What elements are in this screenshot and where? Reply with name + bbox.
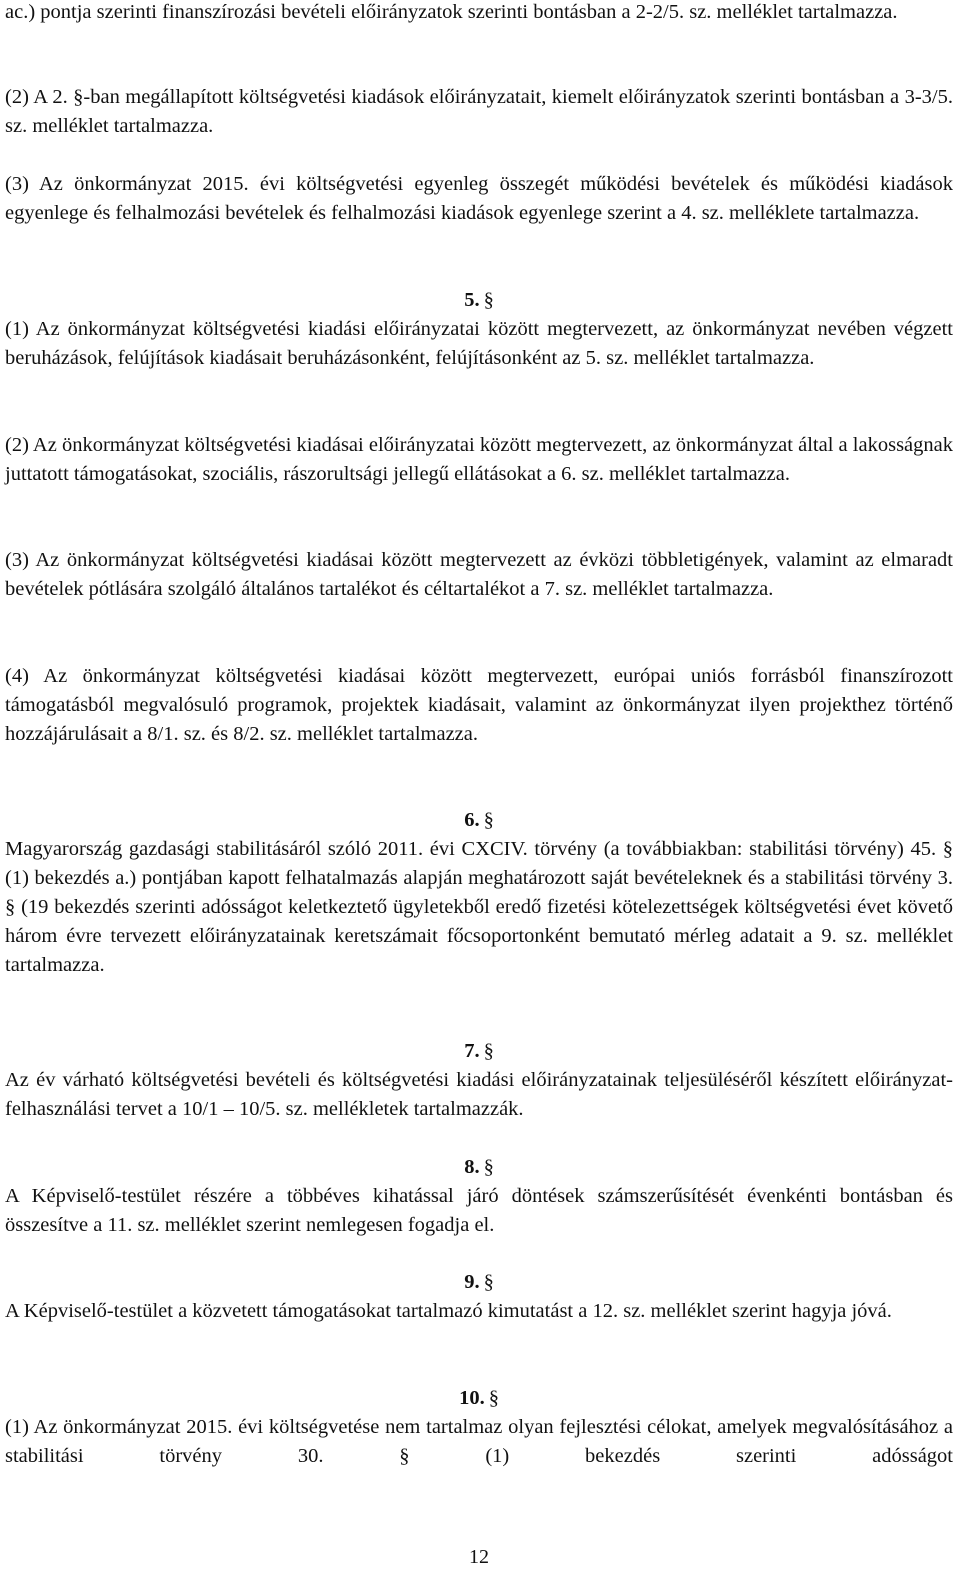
section-sign: § [483, 1040, 494, 1062]
section-heading [5, 1037, 953, 1066]
paragraph: Magyarország gazdasági stabilitásáról szóló 2011. évi CXCIV. törvény (a továbbiakban: stabilitási törvény) 45. § (1) bekezdés a.) pontjában kapott felhatalmazás alapján meghatározott saját bevételeknek és a stabilitási törvény 3. § (19 bekezdés szerinti adósságot keletkeztető ügyletekből eredő fizetési kötelezettségek költségvetési évet követő három évre tervezett előirányzatainak keretszámait főcsoportonként bemutató mérleg adatait a 9. sz. melléklet tartalmazza. [5, 838, 953, 976]
paragraph: (2) Az önkormányzat költségvetési kiadásai előirányzatai között megtervezett, az önkormányzat által a lakosságnak juttatott támogatásokat, szociális, rászorultsági jellegű ellátásokat a 6. sz. melléklet tartalmazza. [5, 434, 953, 485]
section-sign: § [483, 1156, 494, 1178]
section-number: 8. [464, 1156, 480, 1178]
section-number: 9. [464, 1271, 480, 1293]
section-heading [5, 286, 953, 315]
section-heading [5, 1384, 953, 1413]
section-heading [5, 806, 953, 835]
paragraph: (1) Az önkormányzat 2015. évi költségvetése nem tartalmaz olyan fejlesztési célokat, amelyek megvalósításához a stabilitási törvény 30. § (1) bekezdés szerinti adósságot [5, 1416, 953, 1467]
section-heading [5, 1153, 953, 1182]
paragraph: (3) Az önkormányzat költségvetési kiadásai között megtervezett az évközi többletigények, valamint az elmaradt bevételek pótlására szolgáló általános tartalékot és céltartalékot a 7. sz. melléklet tartalmazza. [5, 549, 953, 600]
paragraph: Az év várható költségvetési bevételi és költségvetési kiadási előirányzatainak teljesüléséről készített előirányzat-felhasználási tervet a 10/1 – 10/5. sz. mellékletek tartalmazzák. [5, 1069, 953, 1120]
section-number: 6. [464, 809, 480, 831]
paragraph: (2) A 2. §-ban megállapított költségvetési kiadások előirányzatait, kiemelt előirányzatok szerinti bontásban a 3-3/5. sz. melléklet tartalmazza. [5, 86, 953, 137]
section-heading [5, 1268, 953, 1297]
paragraph: (1) Az önkormányzat költségvetési kiadási előirányzatai között megtervezett, az önkormányzat nevében végzett beruházások, felújítások kiadásait beruházásonként, felújításonként az 5. sz. melléklet tartalmazza. [5, 318, 953, 369]
paragraph: A Képviselő-testület a közvetett támogatásokat tartalmazó kimutatást a 12. sz. melléklet szerint hagyja jóvá. [5, 1300, 892, 1322]
section-sign: § [483, 289, 494, 311]
section-number: 5. [464, 289, 480, 311]
paragraph: ac.) pontja szerinti finanszírozási bevételi előirányzatok szerinti bontásban a 2-2/5. sz. melléklet tartalmazza. [5, 1, 898, 23]
section-sign: § [483, 809, 494, 831]
paragraph: (4) Az önkormányzat költségvetési kiadásai között megtervezett, európai uniós forrásból finanszírozott támogatásból megvalósuló programok, projektek kiadásait, valamint az önkormányzat ilyen projekthez történő hozzájárulásait a 8/1. sz. és 8/2. sz. melléklet tartalmazza. [5, 665, 953, 745]
section-sign: § [483, 1271, 494, 1293]
paragraph: A Képviselő-testület részére a többéves kihatással járó döntések számszerűsítését évenkénti bontásban és összesítve a 11. sz. melléklet szerint nemlegesen fogadja el. [5, 1185, 953, 1236]
section-number: 7. [464, 1040, 480, 1062]
paragraph: (3) Az önkormányzat 2015. évi költségvetési egyenleg összegét működési bevételek és működési kiadások egyenlege és felhalmozási bevételek és felhalmozási kiadások egyenlege szerint a 4. sz. melléklete tartalmazza. [5, 173, 953, 224]
section-number: 10. [459, 1387, 485, 1409]
section-sign: § [488, 1387, 499, 1409]
page-number: 12 [469, 1546, 489, 1568]
